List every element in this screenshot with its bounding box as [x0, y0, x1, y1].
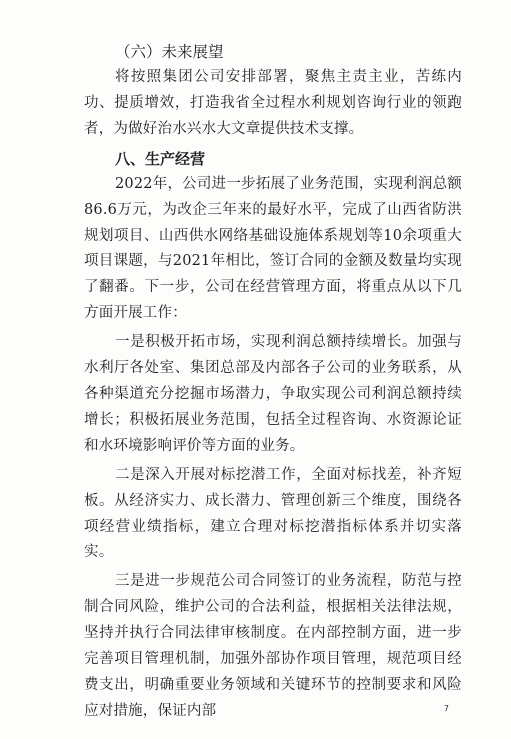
production-paragraph-3: 二是深入开展对标挖潜工作，全面对标找差，补齐短板。从经济实力、成长潜力、管理创新三个维度，围绕各项经营业绩指标，建立合理对标挖潜指标体系并切实落实。: [84, 466, 462, 561]
page-number: 7: [443, 704, 449, 713]
production-paragraph-1: 2022年，公司进一步拓展了业务范围，实现利润总额86.6万元，为改企三年来的最好水平，完成了山西省防洪规划项目、山西供水网络基础设施体系规划等10余项重大项目课题，与2021年相比，签订合同的金额及数量均实现了翻番。下一步，公司在经营管理方面，将重点从以下几方面开展工作：: [84, 175, 462, 322]
production-paragraph-4: 三是进一步规范公司合同签订的业务流程，防范与控制合同风险，维护公司的合法利益，根据相关法律法规，坚持并执行合同法律审核制度。在内部控制方面，进一步完善项目管理机制，加强外部协作项目管理，规范项目经费支出，明确重要业务领域和关键环节的控制要求和风险应对措施，保证内部: [84, 573, 462, 719]
section-heading-production: 八、生产经营: [115, 149, 206, 168]
section-heading-outlook: （六）未来展望: [115, 43, 224, 61]
outlook-paragraph: 将按照集团公司安排部署，聚焦主责主业，苦练内功、提质增效，打造我省全过程水利规划咨询行业的领跑者，为做好治水兴水大文章提供技术支撑。: [84, 69, 462, 137]
production-paragraph-2: 一是积极开拓市场，实现利润总额持续增长。加强与水利厅各处室、集团总部及内部各子公司的业务联系，从各种渠道充分挖掘市场潜力，争取实现公司利润总额持续增长；积极拓展业务范围，包括全过程咨询、水资源论证和水环境影响评价等方面的业务。: [84, 334, 462, 454]
document-body: [84, 39, 462, 728]
